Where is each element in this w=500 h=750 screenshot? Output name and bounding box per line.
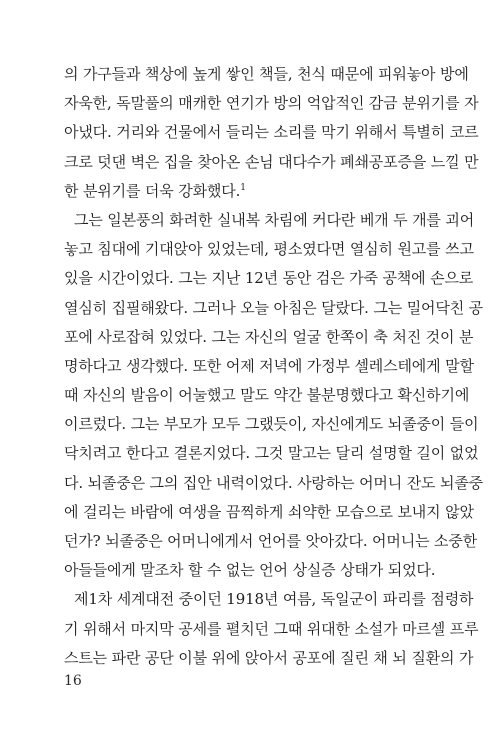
text-line: 포에 사로잡혀 있었다. 그는 자신의 얼굴 한쪽이 축 처진 것이 분 [64, 327, 474, 346]
text-line: 때 자신의 발음이 어눌했고 말도 약간 불분명했다고 확신하기에 [64, 386, 470, 405]
text-line: 놓고 침대에 기대앉아 있었는데, 평소였다면 열심히 원고를 쓰고 [64, 240, 474, 259]
paragraph-2 [64, 206, 484, 585]
text-line: 스트는 파란 공단 이불 위에 앉아서 공포에 질린 채 뇌 질환의 가 [64, 648, 474, 667]
text-line: 그는 일본풍의 화려한 실내복 차림에 커다란 베개 두 개를 괴어 [74, 210, 475, 229]
text-line: 크로 덧댄 벽은 집을 찾아온 손님 대다수가 폐쇄공포증을 느낄 만 [64, 152, 479, 171]
text-line: 의 가구들과 책상에 높게 쌓인 책들, 천식 때문에 피워놓아 방에 [64, 65, 469, 83]
text-line: 다. 뇌졸중은 그의 집안 내력이었다. 사랑하는 어머니 잔도 뇌졸중 [64, 473, 484, 492]
text-line-last: 아들들에게 말조차 할 수 없는 언어 상실증 상태가 되었다. [64, 561, 436, 580]
text-line: 제1차 세계대전 중이던 1918년 여름, 독일군이 파리를 점령하 [74, 590, 474, 609]
text-line: 아냈다. 거리와 건물에서 들리는 소리를 막기 위해서 특별히 코르 [64, 123, 479, 142]
body-text [64, 60, 484, 673]
text-line-content: 한 분위기를 더욱 강화했다. [64, 181, 241, 200]
paragraph-1 [64, 60, 479, 206]
text-line: 이르렀다. 그는 부모가 모두 그랬듯이, 자신에게도 뇌졸중이 들이 [64, 415, 479, 434]
text-line: 있을 시간이었다. 그는 지난 12년 동안 검은 가죽 공책에 손으로 [64, 269, 474, 288]
text-line: 닥치려고 한다고 결론지었다. 그것 말고는 달리 설명할 길이 없었 [64, 444, 479, 463]
footnote-marker[interactable]: 1 [240, 182, 246, 193]
text-line-last [64, 177, 436, 206]
text-line: 던가? 뇌졸중은 어머니에게서 언어를 앗아갔다. 어머니는 소중한 [64, 532, 478, 550]
text-line: 명하다고 생각했다. 또한 어제 저녁에 가정부 셀레스테에게 말할 [64, 356, 474, 375]
text-line: 에 걸리는 바람에 여생을 끔찍하게 쇠약한 모습으로 보내지 않았 [64, 502, 474, 521]
page-number: 16 [64, 673, 82, 689]
text-line: 자욱한, 독말풀의 매캐한 연기가 방의 억압적인 감금 분위기를 자 [64, 94, 479, 113]
text-line: 열심히 집필해왔다. 그러나 오늘 아침은 달랐다. 그는 밀어닥친 공 [64, 298, 484, 317]
paragraph-3 [64, 585, 479, 673]
text-line: 기 위해서 마지막 공세를 펼치던 그때 위대한 소설가 마르셀 프루 [64, 619, 479, 638]
